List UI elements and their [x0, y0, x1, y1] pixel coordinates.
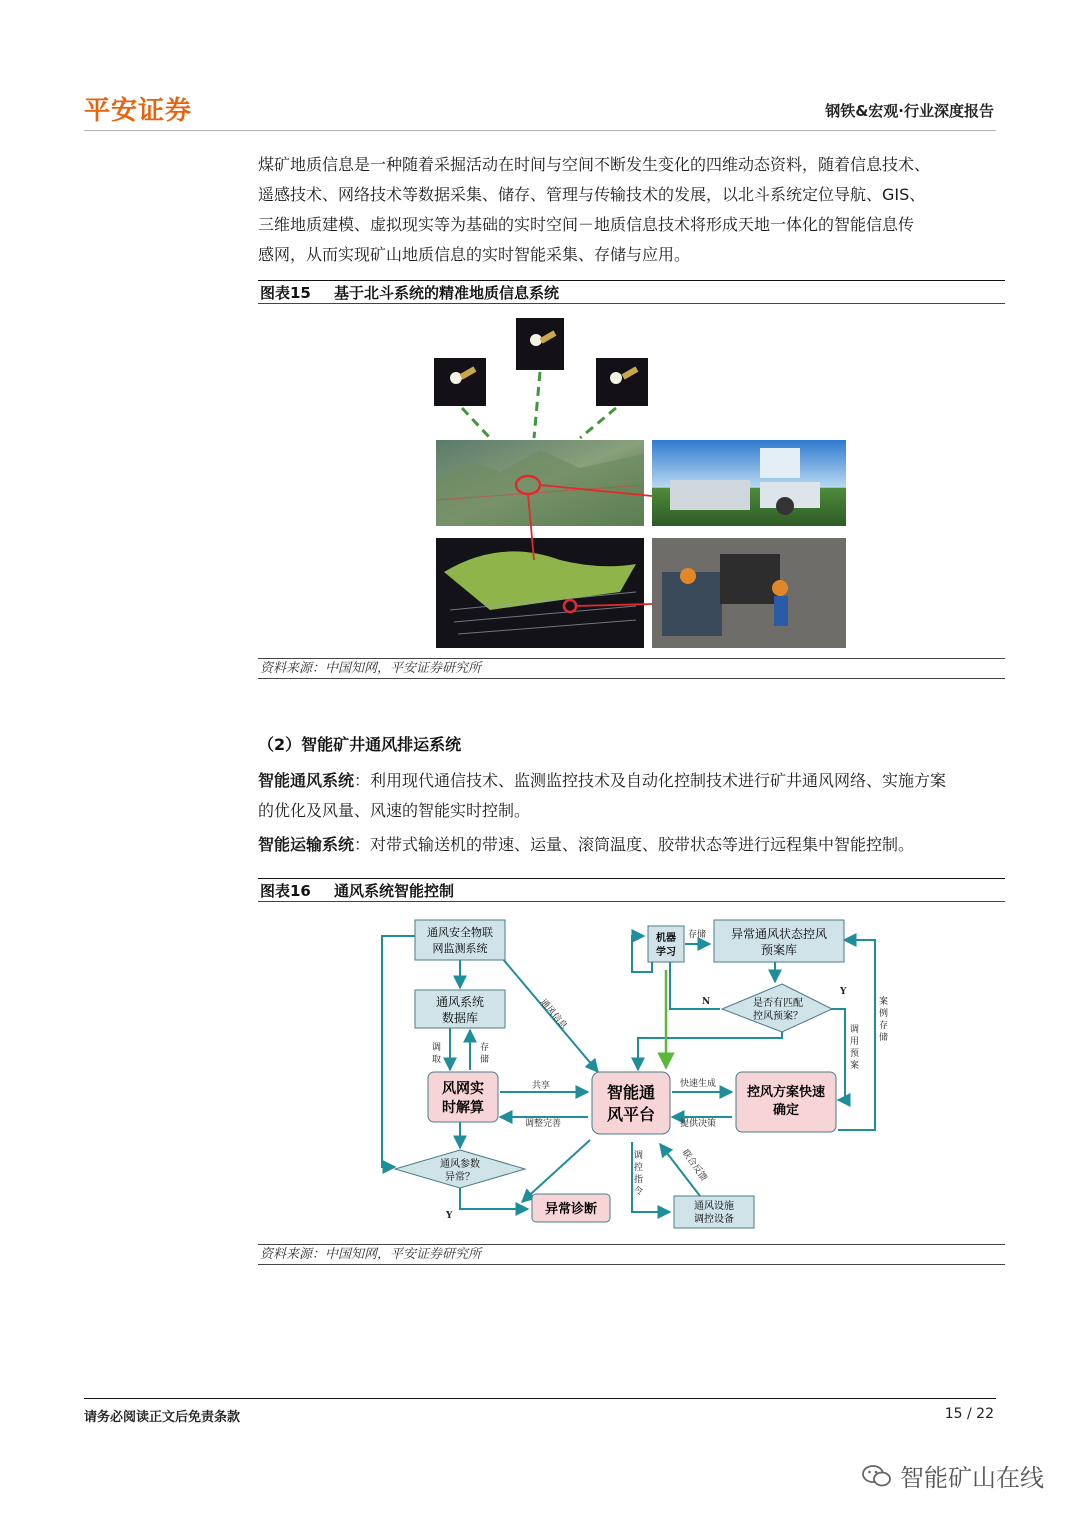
node-platform — [592, 1072, 670, 1134]
svg-text:存储: 存储 — [688, 930, 707, 940]
svg-text:快速生成: 快速生成 — [680, 1079, 717, 1089]
svg-text:调: 调 — [432, 1043, 442, 1053]
svg-text:风平台: 风平台 — [606, 1105, 656, 1124]
svg-text:储: 储 — [879, 1033, 889, 1043]
figure16-number: 图表16 — [260, 882, 311, 900]
header-divider — [84, 130, 996, 131]
vent-text-cont: 的优化及风量、风速的智能实时控制。 — [258, 801, 531, 820]
svg-text:Y: Y — [840, 987, 847, 997]
svg-text:例: 例 — [879, 1009, 889, 1019]
svg-text:用: 用 — [850, 1037, 860, 1047]
node-abnormal-decision — [395, 1150, 525, 1188]
svg-text:通风系统: 通风系统 — [435, 995, 485, 1009]
svg-text:控风方案快速: 控风方案快速 — [746, 1085, 826, 1100]
intro-line: 遥感技术、网络技术等数据采集、储存、管理与传输技术的发展，以北斗系统定位导航、GIS、 — [258, 185, 926, 204]
node-device — [674, 1196, 754, 1228]
node-machine-learning — [648, 926, 684, 962]
node-plan-library — [714, 920, 844, 962]
page-number: 15 / 22 — [944, 1406, 994, 1422]
svg-text:通风设施: 通风设施 — [694, 1201, 734, 1212]
node-solve — [428, 1072, 498, 1122]
svg-text:通风参数: 通风参数 — [440, 1159, 480, 1170]
watermark — [862, 1458, 1044, 1493]
satellite-icon — [596, 358, 648, 406]
svg-text:异常？: 异常？ — [445, 1172, 475, 1183]
node-diagnose — [532, 1194, 610, 1222]
footer-divider — [84, 1398, 996, 1399]
transport-label: 智能运输系统 — [258, 835, 355, 854]
svg-text:存: 存 — [879, 1021, 889, 1031]
svg-text:存: 存 — [480, 1043, 490, 1053]
intro-line: 煤矿地质信息是一种随着采掘活动在时间与空间不断发生变化的四维动态资料，随着信息技术、 — [258, 155, 931, 174]
figure16-title-bar — [258, 878, 1005, 902]
svg-text:数据库: 数据库 — [441, 1011, 479, 1025]
svg-text:通风安全物联: 通风安全物联 — [427, 926, 493, 939]
vent-text: ：利用现代通信技术、监测监控技术及自动化控制技术进行矿井通风网络、实施方案 — [354, 771, 947, 790]
svg-text:学习: 学习 — [656, 947, 676, 958]
svg-text:确定: 确定 — [772, 1103, 800, 1118]
transport-text: ：对带式输送机的带速、运量、滚筒温度、胶带状态等进行远程集中智能控制。 — [354, 835, 915, 854]
node-database — [415, 990, 505, 1028]
node-match-decision — [722, 984, 832, 1032]
figure16-source: 资料来源：中国知网，平安证券研究所 — [258, 1244, 1005, 1265]
svg-text:Y: Y — [446, 1211, 453, 1221]
svg-text:通风信息: 通风信息 — [537, 997, 569, 1032]
underground-model — [436, 538, 644, 648]
svg-text:案: 案 — [850, 1061, 860, 1071]
svg-text:案: 案 — [879, 997, 889, 1007]
svg-text:储: 储 — [480, 1055, 490, 1065]
svg-text:联合反馈: 联合反馈 — [679, 1147, 709, 1184]
brand-logo: 平安证券 — [84, 96, 193, 126]
vent-label: 智能通风系统 — [258, 771, 355, 790]
svg-text:指: 指 — [634, 1175, 644, 1185]
svg-text:预案库: 预案库 — [760, 943, 798, 957]
transport-paragraph — [258, 830, 1008, 860]
svg-text:N: N — [702, 997, 711, 1007]
section-title: （2）智能矿井通风排运系统 — [258, 735, 462, 754]
svg-text:令: 令 — [634, 1187, 644, 1197]
svg-text:是否有匹配: 是否有匹配 — [753, 998, 803, 1009]
intro-line: 感网，从而实现矿山地质信息的实时智能采集、存储与应用。 — [258, 245, 691, 264]
figure15-image — [430, 310, 850, 655]
svg-text:调整完善: 调整完善 — [525, 1119, 562, 1129]
svg-text:异常诊断: 异常诊断 — [544, 1202, 598, 1217]
vent-paragraph — [258, 766, 1008, 826]
underground-workers-render — [652, 538, 846, 648]
figure15-source: 资料来源：中国知网，平安证券研究所 — [258, 658, 1005, 679]
terrain-map — [436, 440, 644, 526]
node-monitor — [415, 920, 505, 960]
svg-text:调: 调 — [850, 1025, 860, 1035]
svg-text:风网实: 风网实 — [442, 1081, 484, 1097]
ventilation-flowchart — [370, 912, 890, 1232]
svg-text:调: 调 — [634, 1151, 644, 1161]
svg-text:智能通: 智能通 — [606, 1083, 656, 1102]
mine-surface-render — [652, 440, 846, 526]
svg-text:时解算: 时解算 — [442, 1100, 484, 1116]
figure16-title: 通风系统智能控制 — [334, 882, 455, 900]
svg-text:异常通风状态控风: 异常通风状态控风 — [730, 927, 828, 941]
svg-text:提供决策: 提供决策 — [680, 1119, 717, 1129]
disclaimer-note: 请务必阅读正文后免责条款 — [84, 1410, 241, 1425]
svg-text:网监测系统: 网监测系统 — [432, 942, 488, 955]
figure15-number: 图表15 — [260, 284, 311, 302]
figure15-title-bar — [258, 280, 1005, 304]
svg-text:预: 预 — [850, 1049, 860, 1059]
satellite-icon — [434, 358, 486, 406]
svg-text:机器: 机器 — [656, 933, 676, 944]
svg-text:取: 取 — [432, 1055, 442, 1065]
svg-text:共享: 共享 — [532, 1081, 551, 1091]
svg-text:控风预案？: 控风预案？ — [753, 1011, 803, 1022]
intro-paragraph — [258, 150, 1008, 270]
watermark-text: 智能矿山在线 — [900, 1464, 1044, 1492]
intro-line: 三维地质建模、虚拟现实等为基础的实时空间－地质信息技术将形成天地一体化的智能信息传 — [258, 215, 915, 234]
figure15-title: 基于北斗系统的精准地质信息系统 — [334, 284, 560, 302]
svg-text:控: 控 — [634, 1163, 644, 1173]
report-title: 钢铁&宏观·行业深度报告 — [825, 102, 994, 120]
wechat-icon — [862, 1464, 892, 1488]
node-plan-fast — [736, 1072, 836, 1132]
satellite-icon — [516, 318, 564, 370]
svg-text:调控设备: 调控设备 — [694, 1214, 734, 1225]
